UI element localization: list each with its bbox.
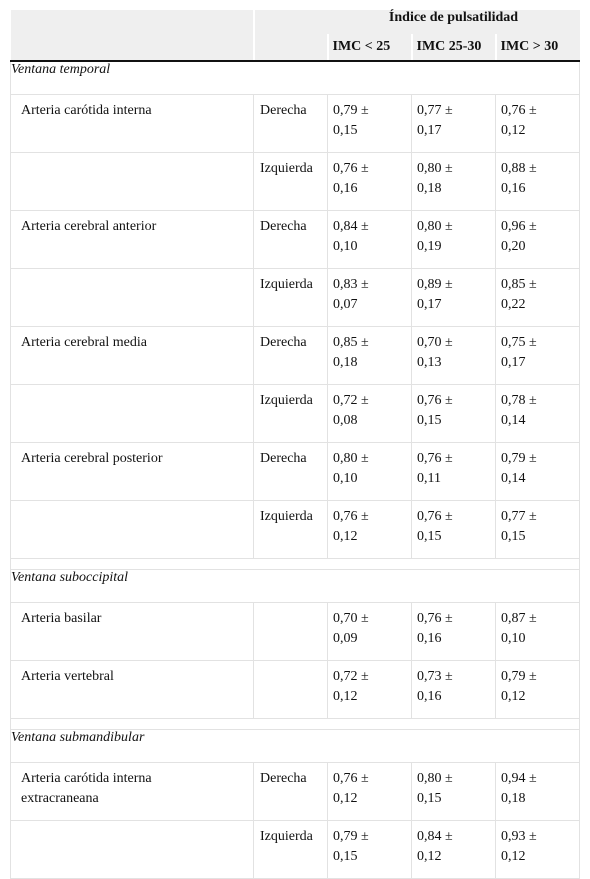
side-cell: Derecha: [254, 443, 328, 501]
header-blank-artery: [11, 10, 254, 61]
artery-cell: Arteria cerebral media: [11, 327, 254, 385]
section-spacer: [11, 719, 580, 730]
value-cell: 0,72 ± 0,08: [328, 385, 412, 443]
value-cell: 0,83 ± 0,07: [328, 269, 412, 327]
spacer-cell: [11, 719, 580, 730]
value-cell: 0,94 ± 0,18: [496, 763, 580, 821]
side-cell: Izquierda: [254, 821, 328, 879]
side-cell: Izquierda: [254, 153, 328, 211]
artery-cell: [11, 269, 254, 327]
value-cell: 0,80 ± 0,10: [328, 443, 412, 501]
header-row-group: [11, 10, 580, 34]
value-cell: 0,79 ± 0,12: [496, 661, 580, 719]
value-cell: 0,79 ± 0,15: [328, 821, 412, 879]
value-cell: 0,76 ± 0,12: [496, 95, 580, 153]
artery-cell: [11, 821, 254, 879]
side-cell: Derecha: [254, 211, 328, 269]
side-cell: Izquierda: [254, 501, 328, 559]
side-cell: Izquierda: [254, 269, 328, 327]
section-title: Ventana suboccipital: [11, 570, 580, 603]
value-cell: 0,73 ± 0,16: [412, 661, 496, 719]
value-cell: 0,96 ± 0,20: [496, 211, 580, 269]
artery-cell: Arteria carótida interna: [11, 95, 254, 153]
value-cell: 0,76 ± 0,15: [412, 501, 496, 559]
side-cell: Izquierda: [254, 385, 328, 443]
section-title: Ventana submandibular: [11, 730, 580, 763]
value-cell: 0,76 ± 0,16: [412, 603, 496, 661]
value-cell: 0,76 ± 0,11: [412, 443, 496, 501]
section-title: Ventana temporal: [11, 61, 580, 95]
section-row: [11, 730, 580, 763]
table-row: [11, 501, 580, 559]
side-cell: [254, 661, 328, 719]
table-body: [11, 61, 580, 879]
side-cell: Derecha: [254, 763, 328, 821]
value-cell: 0,78 ± 0,14: [496, 385, 580, 443]
column-header: IMC 25-30: [412, 34, 496, 61]
artery-cell: Arteria cerebral anterior: [11, 211, 254, 269]
value-cell: 0,85 ± 0,18: [328, 327, 412, 385]
spacer-cell: [11, 559, 580, 570]
section-spacer: [11, 559, 580, 570]
value-cell: 0,76 ± 0,12: [328, 763, 412, 821]
value-cell: 0,87 ± 0,10: [496, 603, 580, 661]
artery-cell: Arteria basilar: [11, 603, 254, 661]
table-row: [11, 443, 580, 501]
value-cell: 0,80 ± 0,15: [412, 763, 496, 821]
side-cell: Derecha: [254, 327, 328, 385]
value-cell: 0,85 ± 0,22: [496, 269, 580, 327]
artery-cell: Arteria cerebral posterior: [11, 443, 254, 501]
value-cell: 0,77 ± 0,17: [412, 95, 496, 153]
side-cell: [254, 603, 328, 661]
value-cell: 0,76 ± 0,15: [412, 385, 496, 443]
column-header: IMC > 30: [496, 34, 580, 61]
header-group-label: Índice de pulsatilidad: [328, 10, 580, 34]
header-blank-side: [254, 10, 328, 61]
artery-cell: [11, 385, 254, 443]
value-cell: 0,76 ± 0,12: [328, 501, 412, 559]
value-cell: 0,79 ± 0,14: [496, 443, 580, 501]
artery-cell: [11, 501, 254, 559]
value-cell: 0,76 ± 0,16: [328, 153, 412, 211]
artery-cell: Arteria vertebral: [11, 661, 254, 719]
value-cell: 0,80 ± 0,18: [412, 153, 496, 211]
table-row: [11, 95, 580, 153]
table-row: [11, 385, 580, 443]
value-cell: 0,72 ± 0,12: [328, 661, 412, 719]
table-row: [11, 211, 580, 269]
pulsatility-index-table: [10, 10, 580, 879]
table-row: [11, 153, 580, 211]
side-cell: Derecha: [254, 95, 328, 153]
value-cell: 0,70 ± 0,13: [412, 327, 496, 385]
value-cell: 0,89 ± 0,17: [412, 269, 496, 327]
table-row: [11, 661, 580, 719]
artery-cell: Arteria carótida interna extracraneana: [11, 763, 254, 821]
value-cell: 0,77 ± 0,15: [496, 501, 580, 559]
value-cell: 0,70 ± 0,09: [328, 603, 412, 661]
section-row: [11, 570, 580, 603]
table-row: [11, 327, 580, 385]
value-cell: 0,84 ± 0,10: [328, 211, 412, 269]
section-row: [11, 61, 580, 95]
artery-cell: [11, 153, 254, 211]
value-cell: 0,93 ± 0,12: [496, 821, 580, 879]
table-row: [11, 603, 580, 661]
value-cell: 0,79 ± 0,15: [328, 95, 412, 153]
value-cell: 0,80 ± 0,19: [412, 211, 496, 269]
table-row: [11, 269, 580, 327]
table-row: [11, 763, 580, 821]
value-cell: 0,88 ± 0,16: [496, 153, 580, 211]
value-cell: 0,84 ± 0,12: [412, 821, 496, 879]
column-header: IMC < 25: [328, 34, 412, 61]
table-row: [11, 821, 580, 879]
value-cell: 0,75 ± 0,17: [496, 327, 580, 385]
